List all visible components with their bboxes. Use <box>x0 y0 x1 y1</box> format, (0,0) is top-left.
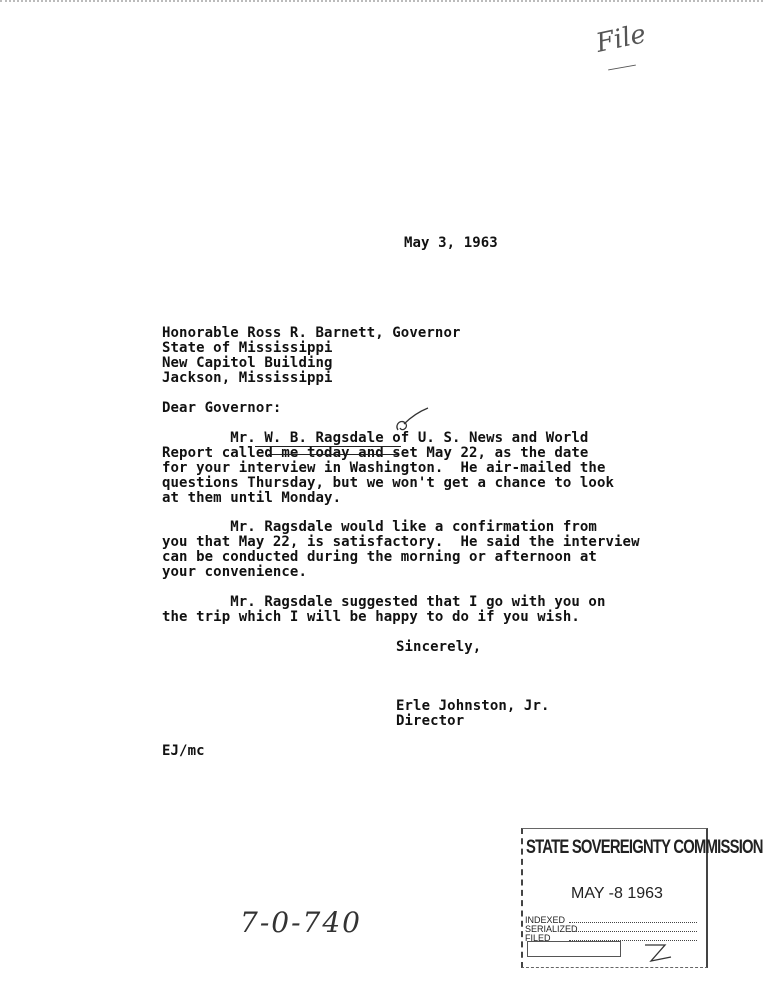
typist-initials: EJ/mc <box>162 743 205 759</box>
stamp-title: STATE SOVEREIGNTY COMMISSION <box>526 837 763 858</box>
file-notation: File <box>593 19 649 59</box>
page-top-edge <box>0 0 763 2</box>
received-stamp <box>521 828 763 968</box>
stamp-filed: FILED <box>525 933 551 943</box>
signer-name: Erle Johnston, Jr. <box>396 698 550 714</box>
stamp-date: MAY -8 1963 <box>571 885 663 902</box>
address-line: Jackson, Mississippi <box>162 370 333 386</box>
letter-date: May 3, 1963 <box>404 235 498 251</box>
name-underline <box>255 446 401 447</box>
body-line: can be conducted during the morning or afternoon at <box>162 549 597 565</box>
body-line: for your interview in Washington. He air-mailed the <box>162 460 606 476</box>
body-line: Mr. Ragsdale would like a confirmation from <box>162 519 597 535</box>
signer-title: Director <box>396 713 465 729</box>
body-line: the trip which I will be happy to do if you wish. <box>162 609 580 625</box>
body-line: Report called me today and set May 22, as the date <box>162 445 589 461</box>
address-line: Honorable Ross R. Barnett, Governor <box>162 325 461 341</box>
salutation: Dear Governor: <box>162 400 282 416</box>
address-line: State of Mississippi <box>162 340 333 356</box>
stamp-dots <box>569 931 697 932</box>
body-line: at them until Monday. <box>162 490 342 506</box>
strike-through <box>268 454 398 455</box>
body-line: Mr. W. B. Ragsdale of U. S. News and World <box>162 430 589 446</box>
body-line: questions Thursday, but we won't get a chance to look <box>162 475 615 491</box>
closing: Sincerely, <box>396 639 482 655</box>
body-line: Mr. Ragsdale suggested that I go with you on <box>162 594 606 610</box>
file-notation-underline <box>608 65 636 71</box>
stamp-serialized: SERIALIZED <box>525 924 578 934</box>
handwritten-file-number: 7-0-740 <box>240 906 362 939</box>
stamp-box <box>527 941 621 957</box>
stamp-indexed: INDEXED <box>525 915 566 925</box>
body-line: you that May 22, is satisfactory. He said the interview <box>162 534 640 550</box>
body-line: your convenience. <box>162 564 307 580</box>
stamp-initial-mark <box>641 939 681 965</box>
stamp-dots <box>569 922 697 923</box>
address-line: New Capitol Building <box>162 355 333 371</box>
